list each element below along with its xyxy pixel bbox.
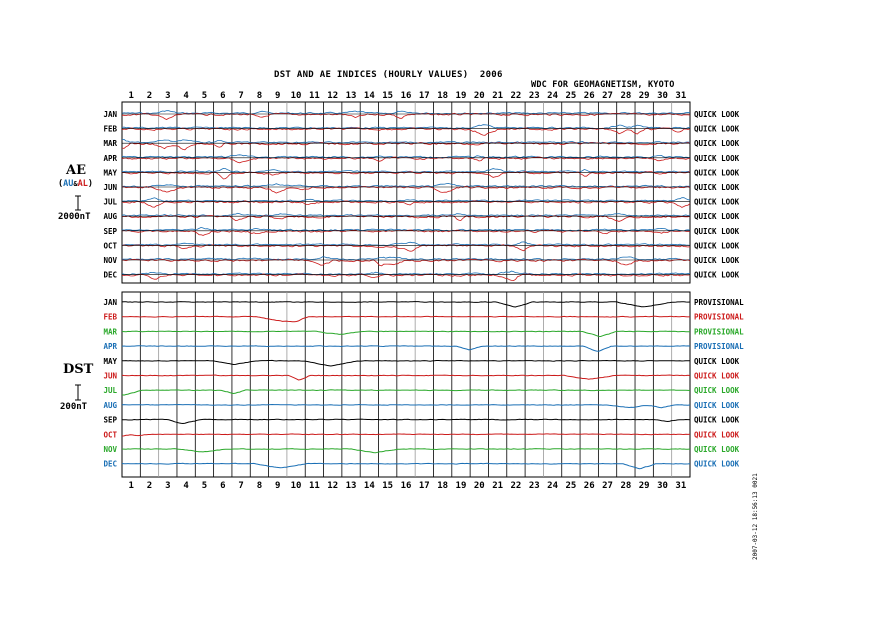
dst-month-label: OCT <box>103 430 117 440</box>
day-grid <box>140 102 671 477</box>
dst-status-label: QUICK LOOK <box>694 459 740 469</box>
dst-trace <box>122 316 690 322</box>
dst-month-label: APR <box>103 342 117 352</box>
x-tick-label-bottom: 4 <box>183 481 189 491</box>
dst-trace <box>122 331 690 336</box>
dst-status-label: QUICK LOOK <box>694 445 740 454</box>
dst-status-label: PROVISIONAL <box>694 298 744 307</box>
x-tick-label-top: 18 <box>437 91 449 101</box>
dst-status-label: PROVISIONAL <box>694 327 744 337</box>
x-tick-label-top: 11 <box>308 91 320 101</box>
dst-trace <box>122 375 690 380</box>
x-tick-label-top: 20 <box>473 91 485 101</box>
dst-status-label: QUICK LOOK <box>694 400 740 410</box>
x-tick-label-top: 4 <box>183 91 189 101</box>
x-tick-label-top: 19 <box>455 91 467 101</box>
x-tick-label-top: 16 <box>400 91 412 101</box>
dst-month-label: JAN <box>103 298 117 307</box>
timestamp-stamp: 2007-03-12 18:56:13 0021 <box>752 473 759 560</box>
x-tick-label-top: 25 <box>565 91 577 101</box>
dst-month-label: SEP <box>103 415 117 425</box>
x-tick-label-top: 27 <box>602 91 613 101</box>
x-tick-label-bottom: 1 <box>128 481 134 491</box>
index-traces <box>122 111 690 469</box>
dst-trace <box>122 419 690 423</box>
ae-status-label: QUICK LOOK <box>694 110 740 119</box>
ae-month-label: OCT <box>103 241 117 251</box>
x-tick-label-bottom: 2 <box>146 481 153 491</box>
x-tick-label-bottom: 3 <box>165 481 171 491</box>
ae-month-label: DEC <box>103 270 117 280</box>
dst-month-label: AUG <box>103 400 117 410</box>
x-tick-label-bottom: 18 <box>437 481 449 491</box>
x-tick-label-bottom: 6 <box>220 481 226 491</box>
x-tick-label-top: 5 <box>201 91 208 101</box>
x-tick-label-top: 22 <box>510 91 522 101</box>
x-tick-label-bottom: 20 <box>473 481 485 491</box>
dst-status-label: QUICK LOOK <box>694 430 740 440</box>
x-tick-label-top: 23 <box>528 91 540 101</box>
x-tick-label-bottom: 21 <box>492 481 504 491</box>
x-tick-label-top: 3 <box>165 91 171 101</box>
x-tick-label-bottom: 28 <box>620 481 632 491</box>
dst-trace <box>122 346 690 352</box>
x-tick-label-bottom: 26 <box>583 481 595 491</box>
x-tick-label-bottom: 14 <box>363 481 375 491</box>
dst-trace <box>122 360 690 366</box>
x-tick-label-bottom: 19 <box>455 481 467 491</box>
au-legend-label: AU <box>63 179 74 189</box>
x-tick-label-top: 6 <box>220 91 226 101</box>
x-tick-label-bottom: 8 <box>256 481 263 491</box>
dst-month-label: DEC <box>103 459 117 469</box>
x-tick-label-top: 8 <box>256 91 263 101</box>
ae-month-label: AUG <box>103 212 117 222</box>
x-tick-label-bottom: 11 <box>308 481 320 491</box>
dst-month-label: MAR <box>103 327 117 337</box>
x-tick-label-top: 9 <box>275 91 281 101</box>
ae-month-label: JUN <box>103 183 117 192</box>
amp-legend-label: & <box>73 180 78 188</box>
dst-trace <box>122 390 690 395</box>
ae-status-label: QUICK LOOK <box>694 212 740 222</box>
x-tick-label-bottom: 23 <box>528 481 540 491</box>
dst-trace <box>122 434 690 436</box>
al-legend-label: AL <box>77 179 88 189</box>
dst-scale-label: 200nT <box>60 402 88 412</box>
x-tick-label-top: 21 <box>492 91 504 101</box>
dst-month-label: NOV <box>103 445 117 454</box>
ae-month-label: JAN <box>103 110 117 119</box>
ae-month-label: NOV <box>103 256 117 265</box>
dst-trace <box>122 449 690 453</box>
dst-month-label: FEB <box>103 312 117 322</box>
x-tick-label-top: 7 <box>238 91 244 101</box>
dst-label: DST <box>63 362 94 377</box>
dst-month-label: JUN <box>103 371 117 381</box>
x-tick-label-bottom: 13 <box>345 481 357 491</box>
dst-status-label: QUICK LOOK <box>694 386 740 396</box>
al-trace <box>122 143 690 150</box>
ae-month-label: SEP <box>103 226 117 236</box>
x-tick-label-bottom: 22 <box>510 481 522 491</box>
ae-label: AE <box>66 163 86 178</box>
dst-status-label: QUICK LOOK <box>694 371 740 381</box>
x-tick-label-top: 10 <box>290 91 302 101</box>
dst-status-label: QUICK LOOK <box>694 415 740 425</box>
x-tick-label-bottom: 9 <box>275 481 281 491</box>
x-tick-label-bottom: 16 <box>400 481 412 491</box>
ae-status-label: QUICK LOOK <box>694 153 740 163</box>
dst-trace <box>122 463 690 468</box>
ae-month-label: FEB <box>103 124 117 134</box>
x-tick-label-bottom: 12 <box>327 481 339 491</box>
x-tick-label-bottom: 7 <box>238 481 244 491</box>
x-tick-label-bottom: 17 <box>418 481 430 491</box>
x-tick-label-bottom: 25 <box>565 481 577 491</box>
ae-status-label: QUICK LOOK <box>694 197 740 207</box>
dst-status-label: QUICK LOOK <box>694 356 740 366</box>
x-tick-label-top: 29 <box>638 91 650 101</box>
x-tick-label-bottom: 24 <box>547 481 559 491</box>
x-tick-label-top: 30 <box>657 91 668 101</box>
ae-legend: (AU&AL) <box>58 179 93 189</box>
x-tick-label-bottom: 5 <box>201 481 208 491</box>
ae-status-label: QUICK LOOK <box>694 256 740 265</box>
ae-status-label: QUICK LOOK <box>694 124 740 134</box>
al-trace <box>122 172 690 179</box>
dst-status-label: PROVISIONAL <box>694 342 744 352</box>
ae-status-label: QUICK LOOK <box>694 226 740 236</box>
x-tick-label-bottom: 30 <box>657 481 668 491</box>
x-tick-label-top: 28 <box>620 91 632 101</box>
chart-subtitle: WDC FOR GEOMAGNETISM, KYOTO <box>531 80 675 90</box>
x-tick-label-top: 15 <box>382 91 394 101</box>
x-tick-label-top: 14 <box>363 91 375 101</box>
ae-status-label: QUICK LOOK <box>694 270 740 280</box>
au-trace <box>122 125 690 129</box>
dst-status-label: PROVISIONAL <box>694 312 744 322</box>
dst-trace <box>122 302 690 307</box>
dst-month-label: MAY <box>103 356 117 366</box>
x-tick-label-top: 13 <box>345 91 357 101</box>
x-tick-label-bottom: 29 <box>638 481 650 491</box>
ae-month-label: JUL <box>103 197 117 207</box>
x-tick-label-bottom: 27 <box>602 481 613 491</box>
al-trace <box>122 128 690 136</box>
x-tick-label-bottom: 15 <box>382 481 394 491</box>
ae-scale-label: 2000nT <box>58 212 91 222</box>
ae-status-label: QUICK LOOK <box>694 241 740 251</box>
ae-status-label: QUICK LOOK <box>694 183 740 192</box>
x-tick-label-top: 1 <box>128 91 134 101</box>
x-tick-label-top: 26 <box>583 91 595 101</box>
chart-year: 2006 <box>479 70 503 80</box>
ae-month-label: MAY <box>103 168 117 178</box>
x-tick-label-top: 17 <box>418 91 430 101</box>
ae-status-label: QUICK LOOK <box>694 139 740 149</box>
ae-status-label: QUICK LOOK <box>694 168 740 178</box>
x-tick-label-top: 24 <box>547 91 559 101</box>
au-trace <box>122 168 690 172</box>
x-tick-label-top: 2 <box>146 91 153 101</box>
x-tick-label-top: 31 <box>675 91 687 101</box>
chart-title-text: DST AND AE INDICES (HOURLY VALUES) <box>274 70 469 80</box>
ae-month-label: MAR <box>103 139 117 149</box>
au-trace <box>122 198 690 202</box>
ae-month-label: APR <box>103 153 117 163</box>
x-tick-label-bottom: 31 <box>675 481 687 491</box>
dst-trace <box>122 405 690 408</box>
x-tick-label-top: 12 <box>327 91 339 101</box>
x-tick-label-bottom: 10 <box>290 481 302 491</box>
dst-month-label: JUL <box>103 386 117 396</box>
axis-labels <box>103 91 744 491</box>
scale-bars <box>75 196 81 400</box>
